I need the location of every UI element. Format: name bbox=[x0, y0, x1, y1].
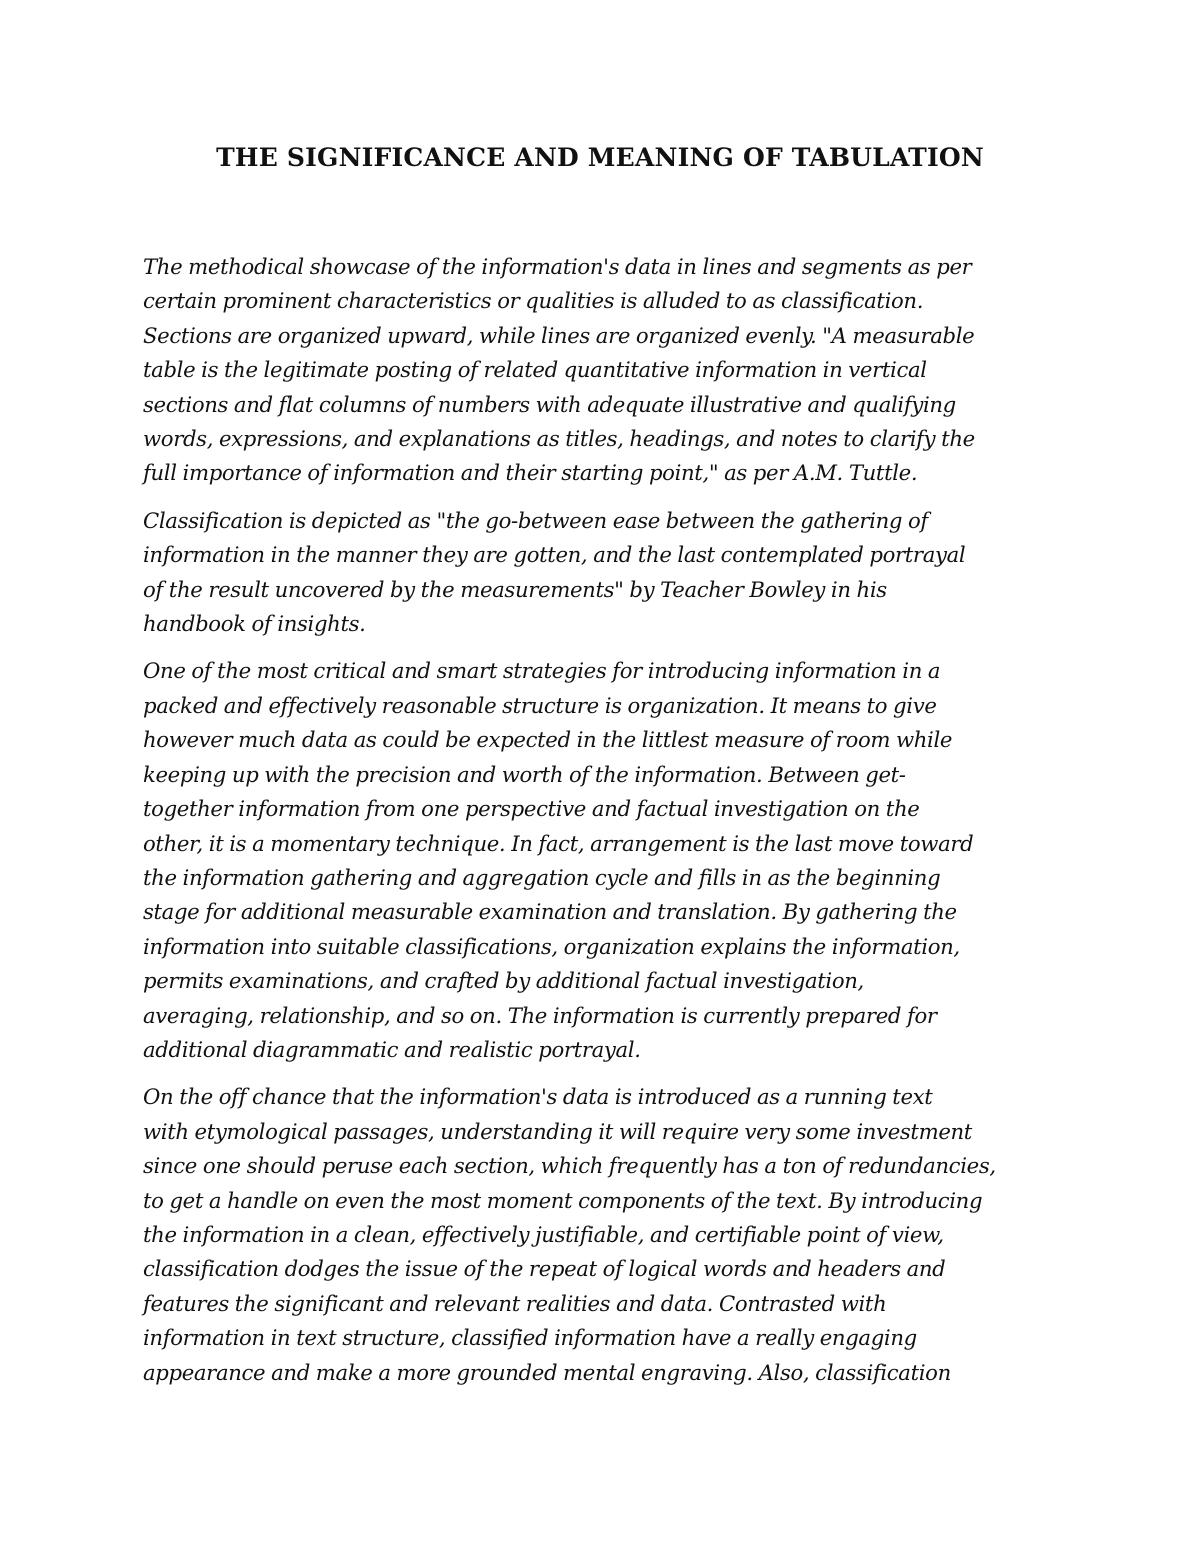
text-line: appearance and make a more grounded mental engraving. Also, classification bbox=[143, 1359, 951, 1385]
text-line: certain prominent characteristics or qualities is alluded to as classification. bbox=[143, 288, 924, 314]
text-line: additional diagrammatic and realistic portrayal. bbox=[143, 1036, 641, 1062]
text-line: Sections are organized upward, while lines are organized evenly. "A measurable bbox=[143, 322, 975, 348]
paragraph-2 bbox=[143, 504, 1063, 642]
text-line: averaging, relationship, and so on. The information is currently prepared for bbox=[143, 1002, 937, 1028]
document-body bbox=[143, 250, 1063, 1403]
text-line: packed and effectively reasonable structure is organization. It means to give bbox=[143, 692, 937, 718]
text-line: with etymological passages, understanding it will require very some investment bbox=[143, 1118, 972, 1144]
document-title: THE SIGNIFICANCE AND MEANING OF TABULATION bbox=[216, 143, 984, 172]
text-line: keeping up with the precision and worth of the information. Between get- bbox=[143, 761, 906, 787]
text-line: full importance of information and their starting point," as per A.M. Tuttle. bbox=[143, 460, 918, 486]
text-line: of the result uncovered by the measurements" by Teacher Bowley in his bbox=[143, 576, 887, 602]
text-line: information into suitable classifications, organization explains the information, bbox=[143, 933, 960, 959]
text-line: One of the most critical and smart strategies for introducing information in a bbox=[143, 658, 941, 684]
text-line: information in the manner they are gotten, and the last contemplated portrayal bbox=[143, 542, 966, 568]
text-line: words, expressions, and explanations as titles, headings, and notes to clarify the bbox=[143, 426, 975, 452]
paragraph-4 bbox=[143, 1080, 1063, 1390]
text-line: sections and flat columns of numbers with adequate illustrative and qualifying bbox=[143, 391, 956, 417]
text-line: other, it is a momentary technique. In fact, arrangement is the last move toward bbox=[143, 830, 974, 856]
text-line: On the off chance that the information's data is introduced as a running text bbox=[143, 1084, 933, 1110]
text-line: to get a handle on even the most moment components of the text. By introducing bbox=[143, 1187, 983, 1213]
text-line: table is the legitimate posting of related quantitative information in vertical bbox=[143, 357, 927, 383]
text-line: however much data as could be expected in the littlest measure of room while bbox=[143, 727, 953, 753]
text-line: information in text structure, classified information have a really engaging bbox=[143, 1325, 917, 1351]
text-line: handbook of insights. bbox=[143, 611, 366, 637]
text-line: stage for additional measurable examination and translation. By gathering the bbox=[143, 899, 957, 925]
text-line: the information gathering and aggregation cycle and fills in as the beginning bbox=[143, 864, 941, 890]
text-line: Classification is depicted as "the go-between ease between the gathering of bbox=[143, 507, 928, 533]
text-line: features the significant and relevant realities and data. Contrasted with bbox=[143, 1290, 887, 1316]
paragraph-3 bbox=[143, 654, 1063, 1067]
text-line: together information from one perspective and factual investigation on the bbox=[143, 796, 920, 822]
text-line: permits examinations, and crafted by additional factual investigation, bbox=[143, 968, 864, 994]
text-line: The methodical showcase of the information's data in lines and segments as per bbox=[143, 254, 972, 279]
text-line: since one should peruse each section, which frequently has a ton of redundancies, bbox=[143, 1153, 996, 1179]
text-line: classification dodges the issue of the repeat of logical words and headers and bbox=[143, 1256, 946, 1282]
paragraph-1 bbox=[143, 250, 1063, 491]
text-line: the information in a clean, effectively justifiable, and certifiable point of view, bbox=[143, 1221, 944, 1247]
